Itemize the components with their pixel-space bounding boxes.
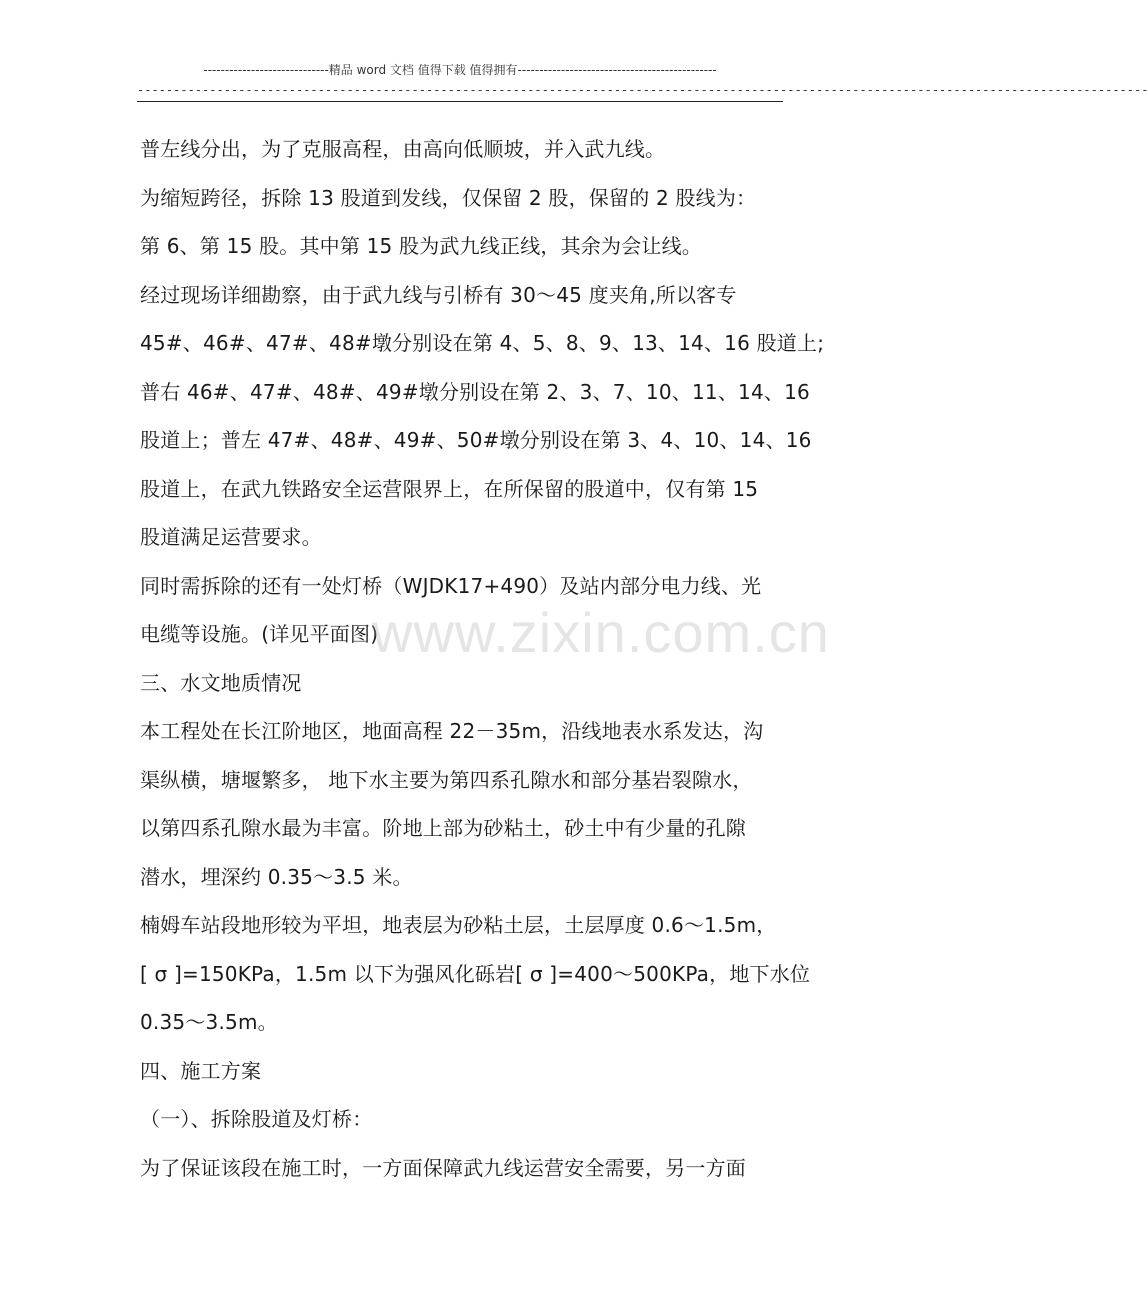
- watermark: www.zixin.com.cn: [372, 601, 830, 664]
- body-line: 楠姆车站段地形较为平坦，地表层为砂粘土层，土层厚度 0.6～1.5m，: [140, 913, 777, 937]
- body-line: 潜水，埋深约 0.35～3.5 米。: [140, 864, 413, 889]
- page-header: -----------------------------精品 word 文档 值得下载 值得拥有----------------------------------------------: [203, 63, 717, 77]
- body-line: 普右 46#、47#、48#、49#墩分别设在第 2、3、7、10、11、14、16: [140, 379, 810, 404]
- body-line: 以第四系孔隙水最为丰富。阶地上部为砂粘土，砂土中有少量的孔隙: [140, 816, 746, 840]
- header-dashes: --------------------------------------------------------------------------------------------------------------------------------------------: [137, 83, 1148, 97]
- body-line: 股道满足运营要求。: [140, 525, 322, 549]
- body-line: 同时需拆除的还有一处灯桥（WJDK17+490）及站内部分电力线、光: [140, 573, 762, 598]
- header-rule: [137, 101, 783, 102]
- body-line: 股道上，在武九铁路安全运营限界上，在所保留的股道中，仅有第 15: [140, 476, 759, 501]
- body-line: 普左线分出，为了克服高程，由高向低顺坡，并入武九线。: [140, 137, 666, 161]
- subsection-heading: （一）、拆除股道及灯桥：: [140, 1107, 373, 1131]
- body-line: 45#、46#、47#、48#墩分别设在第 4、5、8、9、13、14、16 股道上;: [140, 331, 825, 355]
- body-line: 为了保证该段在施工时，一方面保障武九线运营安全需要，另一方面: [140, 1155, 746, 1180]
- body-line: 为缩短跨径，拆除 13 股道到发线，仅保留 2 股，保留的 2 股线为：: [140, 185, 757, 210]
- section-heading: 三、水文地质情况: [140, 670, 302, 695]
- body-line: 渠纵横，塘堰繁多， 地下水主要为第四系孔隙水和部分基岩裂隙水，: [140, 767, 753, 792]
- body-line: 经过现场详细勘察，由于武九线与引桥有 30～45 度夹角,所以客专: [140, 282, 737, 307]
- body-line: 电缆等设施。(详见平面图): [140, 622, 379, 646]
- section-heading: 四、施工方案: [140, 1058, 262, 1083]
- body-line: 第 6、第 15 股。其中第 15 股为武九线正线，其余为会让线。: [140, 234, 703, 258]
- document-body: [140, 125, 825, 1192]
- body-line: [ σ ]=150KPa，1.5m 以下为强风化砾岩[ σ ]=400～500KPa，地下水位: [140, 961, 811, 986]
- body-line: 0.35～3.5m。: [140, 1010, 278, 1034]
- body-line: 股道上；普左 47#、48#、49#、50#墩分别设在第 3、4、10、14、16: [140, 428, 812, 452]
- body-line: 本工程处在长江阶地区，地面高程 22－35m，沿线地表水系发达，沟: [140, 719, 764, 743]
